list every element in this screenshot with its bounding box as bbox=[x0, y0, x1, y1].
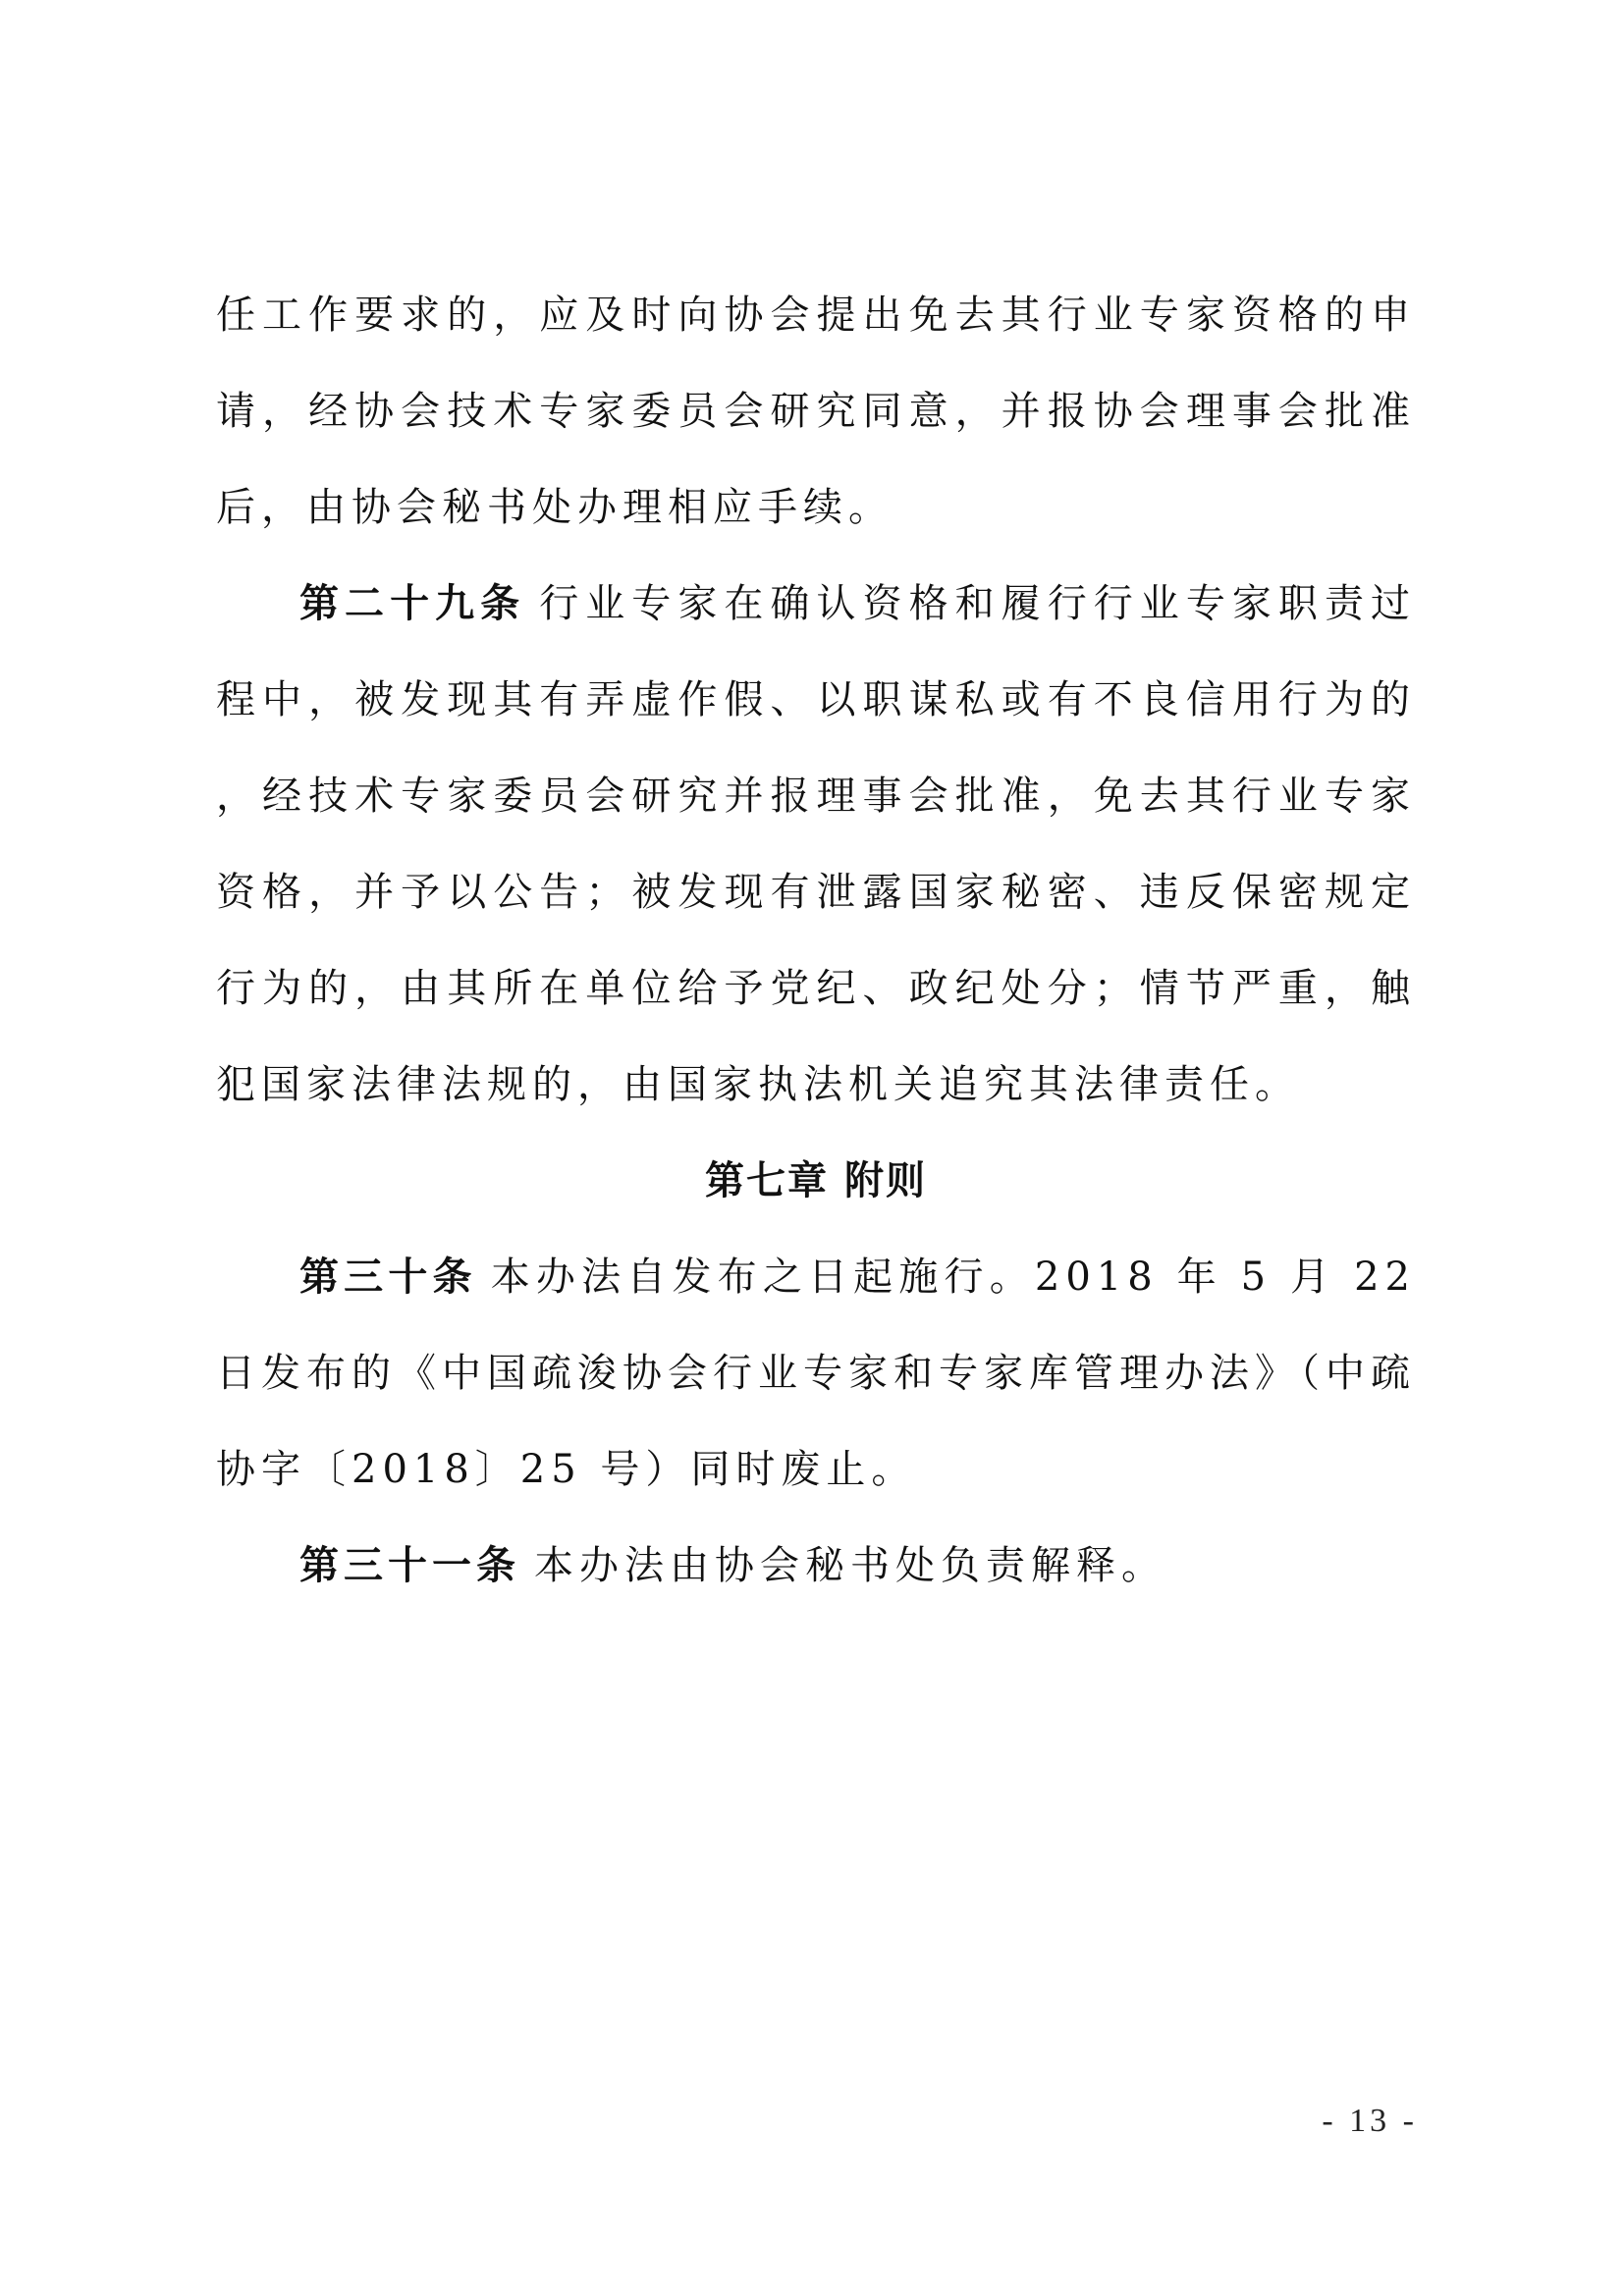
article-30-text: 本办法自发布之日起施行。2018 年 5 月 22 日发布的《中国疏浚协会行业专家和专家库管理办法》（中疏协字〔2018〕25 号）同时废止。 bbox=[216, 1255, 1416, 1492]
article-31-text: 本办法由协会秘书处负责解释。 bbox=[534, 1543, 1166, 1588]
chapter-7-title: 第七章 附则 bbox=[705, 1158, 927, 1203]
document-body bbox=[216, 267, 1416, 1614]
continued-paragraph-text: 任工作要求的，应及时向协会提出免去其行业专家资格的申请，经协会技术专家委员会研究同意，并报协会理事会批准后，由协会秘书处办理相应手续。 bbox=[216, 293, 1416, 530]
article-29-paragraph bbox=[216, 556, 1416, 1133]
article-29-text: 行业专家在确认资格和履行行业专家职责过程中，被发现其有弄虚作假、以职谋私或有不良信用行为的，经技术专家委员会研究并报理事会批准，免去其行业专家资格，并予以公告；被发现有泄露国家秘密、违反保密规定行为的，由其所在单位给予党纪、政纪处分；情节严重，触犯国家法律法规的，由国家执法机关追究其法律责任。 bbox=[216, 581, 1417, 1107]
article-31-paragraph bbox=[216, 1518, 1416, 1614]
page-number: - 13 - bbox=[1322, 2103, 1418, 2139]
article-30-heading: 第三十条 bbox=[299, 1255, 477, 1300]
article-29-heading: 第二十九条 bbox=[299, 581, 526, 626]
continued-paragraph bbox=[216, 267, 1416, 556]
article-30-paragraph bbox=[216, 1229, 1416, 1518]
article-31-heading: 第三十一条 bbox=[299, 1543, 520, 1588]
